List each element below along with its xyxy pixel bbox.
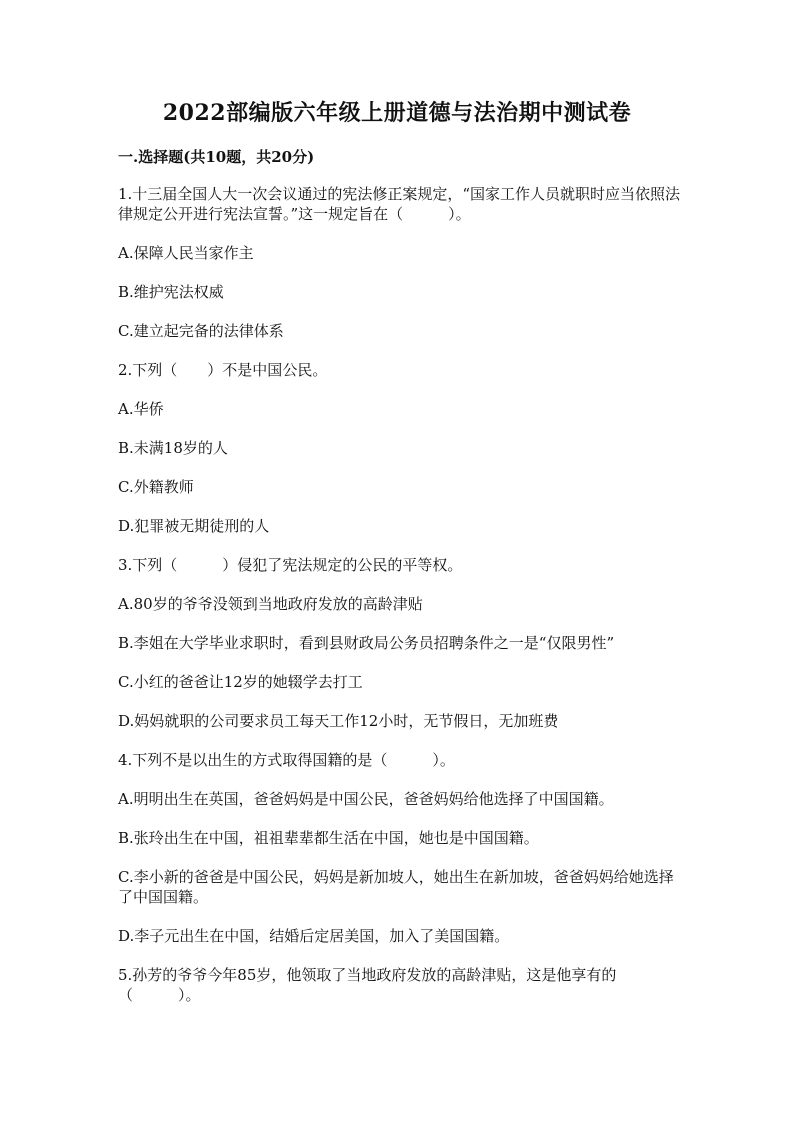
question-stem: 4.下列不是以出生的方式取得国籍的是（ ）。 xyxy=(118,751,455,769)
question-option: B.张玲出生在中国，祖祖辈辈都生活在中国，她也是中国国籍。 xyxy=(118,829,539,847)
question-option: D.李子元出生在中国，结婚后定居美国，加入了美国国籍。 xyxy=(118,927,510,945)
question-option: C.李小新的爸爸是中国公民，妈妈是新加坡人，她出生在新加坡，爸爸妈妈给她选择了中国国籍。 xyxy=(118,868,674,906)
section-heading: 一.选择题(共10题，共20分) xyxy=(118,148,315,166)
question-option: A.华侨 xyxy=(118,400,164,418)
question-stem: 2.下列（ ）不是中国公民。 xyxy=(118,361,328,379)
question-option: D.犯罪被无期徒刑的人 xyxy=(118,517,270,535)
document-title: 2022部编版六年级上册道德与法治期中测试卷 xyxy=(162,100,632,126)
question-stem: 1.十三届全国人大一次会议通过的宪法修正案规定，“国家工作人员就职时应当依照法律规定公开进行宪法宣誓。”这一规定旨在（ ）。 xyxy=(118,185,680,223)
question-stem: 3.下列（ ）侵犯了宪法规定的公民的平等权。 xyxy=(118,556,463,574)
question-option: B.李姐在大学毕业求职时，看到县财政局公务员招聘条件之一是“仅限男性” xyxy=(118,634,615,652)
question-stem: 5.孙芳的爷爷今年85岁，他领取了当地政府发放的高龄津贴，这是他享有的（ ）。 xyxy=(118,966,617,1004)
question-option: C.外籍教师 xyxy=(118,478,194,496)
question-option: D.妈妈就职的公司要求员工每天工作12小时，无节假日，无加班费 xyxy=(118,712,559,730)
question-option: B.未满18岁的人 xyxy=(118,439,228,457)
question-option: B.维护宪法权威 xyxy=(118,283,224,301)
question-option: C.建立起完备的法律体系 xyxy=(118,322,284,340)
question-list xyxy=(118,184,683,1024)
question-option: A.80岁的爷爷没领到当地政府发放的高龄津贴 xyxy=(118,595,423,613)
question-option: A.保障人民当家作主 xyxy=(118,244,254,262)
question-option: A.明明出生在英国，爸爸妈妈是中国公民，爸爸妈妈给他选择了中国国籍。 xyxy=(118,790,614,808)
question-option: C.小红的爸爸让12岁的她辍学去打工 xyxy=(118,673,363,691)
